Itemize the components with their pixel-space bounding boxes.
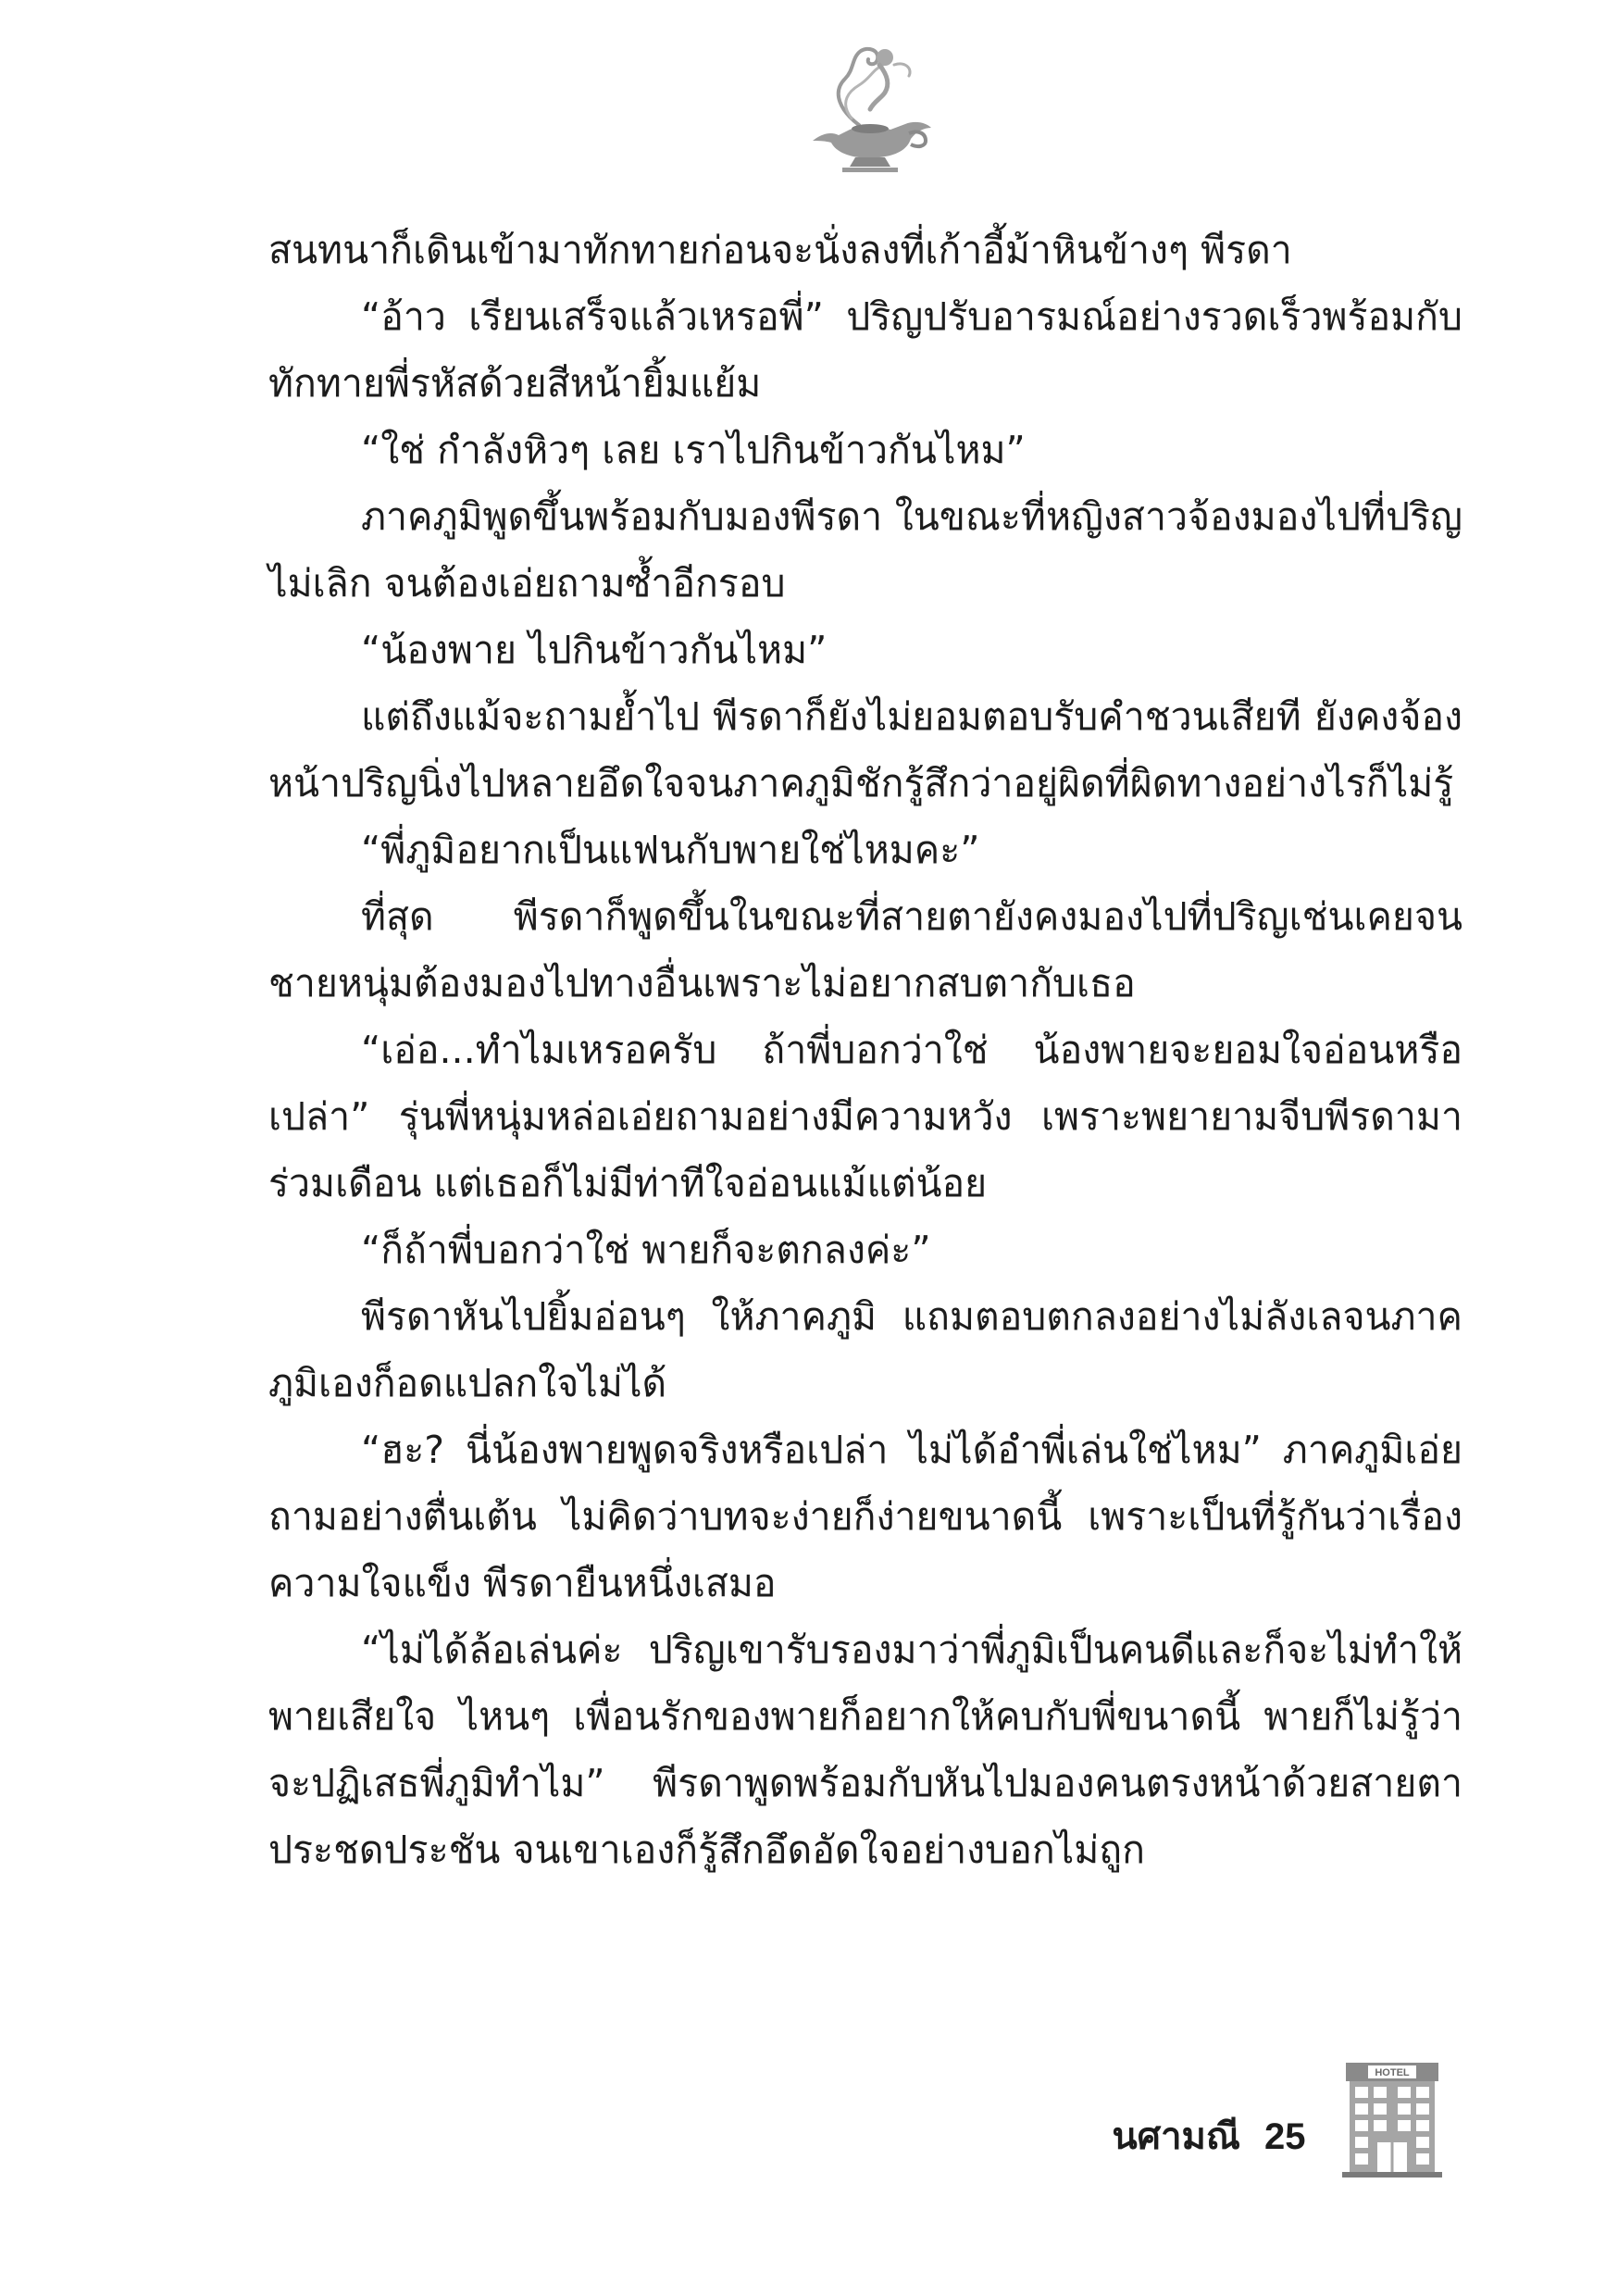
paragraph: “พี่ภูมิอยากเป็นแฟนกับพายใช่ไหมคะ” xyxy=(361,828,980,872)
paragraph: “อ้าว เรียนเสร็จแล้วเหรอพี่” ปริญปรับอารมณ์อย่างรวดเร็วพร้อมกับทักทายพี่รหัสด้วยสีหน้ายิ้มแย้ม xyxy=(268,294,1462,406)
body-text xyxy=(268,217,1462,1883)
hotel-building-icon xyxy=(1340,2057,1444,2177)
genie-lamp-icon xyxy=(794,37,942,176)
paragraph: สนทนาก็เดินเข้ามาทักทายก่อนจะนั่งลงที่เก้าอี้ม้าหินข้างๆ พีรดา xyxy=(268,228,1292,272)
page-footer xyxy=(1074,2067,1481,2266)
paragraph: “ไม่ได้ล้อเล่นค่ะ ปริญเขารับรองมาว่าพี่ภูมิเป็นคนดีและก็จะไม่ทำให้พายเสียใจ ไหนๆ เพื่อนรักของพายก็อยากให้คบกับพี่ขนาดนี้ พายก็ไม่รู้ว่าจะปฏิเสธพี่ภูมิทำไม” พีรดาพูดพร้อมกับหันไปมองคนตรงหน้าด้วยสายตาประชดประชัน จนเขาเองก็รู้สึกอึดอัดใจอย่างบอกไม่ถูก xyxy=(268,1628,1462,1872)
paragraph: พีรดาหันไปยิ้มอ่อนๆ ให้ภาคภูมิ แถมตอบตกลงอย่างไม่ลังเลจนภาคภูมิเองก็อดแปลกใจไม่ได้ xyxy=(268,1294,1462,1405)
paragraph: “เอ่อ...ทำไมเหรอครับ ถ้าพี่บอกว่าใช่ น้องพายจะยอมใจอ่อนหรือเปล่า” รุ่นพี่หนุ่มหล่อเอ่ยถามอย่างมีความหวัง เพราะพยายามจีบพีรดามาร่วมเดือน แต่เธอก็ไม่มีท่าทีใจอ่อนแม้แต่น้อย xyxy=(268,1028,1462,1205)
paragraph: “น้องพาย ไปกินข้าวกันไหม” xyxy=(361,628,828,672)
author-name: นศามณี xyxy=(1112,2115,1240,2158)
paragraph: แต่ถึงแม้จะถามย้ำไป พีรดาก็ยังไม่ยอมตอบรับคำชวนเสียที ยังคงจ้องหน้าปริญนิ่งไปหลายอึดใจจนภาคภูมิชักรู้สึกว่าอยู่ผิดที่ผิดทางอย่างไรก็ไม่รู้ xyxy=(268,694,1462,805)
paragraph: “ใช่ กำลังหิวๆ เลย เราไปกินข้าวกันไหม” xyxy=(361,428,1026,472)
paragraph: ที่สุด พีรดาก็พูดขึ้นในขณะที่สายตายังคงมองไปที่ปริญเช่นเคยจนชายหนุ่มต้องมองไปทางอื่นเพราะไม่อยากสบตากับเธอ xyxy=(268,894,1462,1005)
paragraph: “ฮะ? นี่น้องพายพูดจริงหรือเปล่า ไม่ได้อำพี่เล่นใช่ไหม” ภาคภูมิเอ่ยถามอย่างตื่นเต้น ไม่คิดว่าบทจะง่ายก็ง่ายขนาดนี้ เพราะเป็นที่รู้กันว่าเรื่องความใจแข็ง พีรดายืนหนึ่งเสมอ xyxy=(268,1428,1462,1605)
hotel-sign-text: HOTEL xyxy=(1375,2067,1410,2078)
page-number: 25 xyxy=(1264,2116,1306,2157)
paragraph: ภาคภูมิพูดขึ้นพร้อมกับมองพีรดา ในขณะที่หญิงสาวจ้องมองไปที่ปริญไม่เลิก จนต้องเอ่ยถามซ้ำอีกรอบ xyxy=(268,494,1462,605)
paragraph: “ก็ถ้าพี่บอกว่าใช่ พายก็จะตกลงค่ะ” xyxy=(361,1228,931,1272)
